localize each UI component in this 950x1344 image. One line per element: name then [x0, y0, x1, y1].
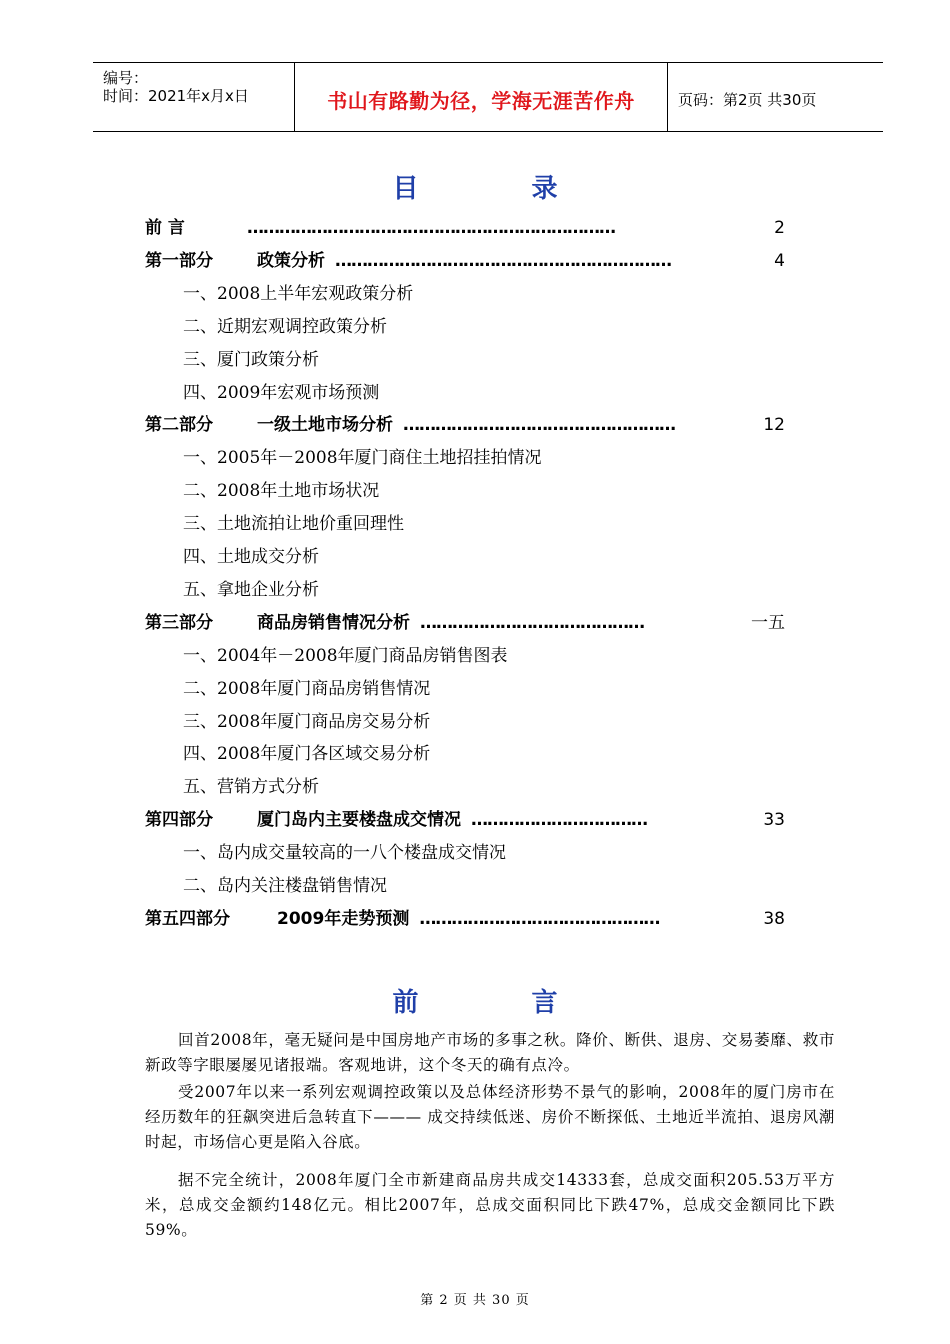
toc-subentry[interactable]: [183, 446, 823, 470]
toc-subentry[interactable]: [183, 282, 823, 306]
toc-part-title: 厦门岛内主要楼盘成交情况: [257, 810, 461, 830]
toc-subentry[interactable]: [183, 841, 823, 865]
toc-leader-dots: ………………………………………: [419, 909, 660, 929]
header-page-cell: [668, 63, 883, 131]
toc-part-entry[interactable]: [145, 808, 785, 832]
document-time-label: 时间：2021年x月x日: [103, 87, 249, 105]
toc-subentry[interactable]: [183, 381, 823, 405]
toc-subentry-label: 二、2008年厦门商品房销售情况: [183, 679, 431, 699]
toc-subentry[interactable]: [183, 315, 823, 339]
document-number-label: 编号：: [103, 69, 149, 87]
toc-part-label: 第四部分: [145, 810, 213, 830]
toc-part-entry[interactable]: [145, 611, 785, 635]
toc-subentry[interactable]: [183, 742, 823, 766]
toc-part-label: 第二部分: [145, 415, 213, 435]
toc-subentry-label: 四、土地成交分析: [183, 547, 319, 567]
toc-leader-dots: ………………………………………………………: [335, 251, 671, 271]
toc-subentry[interactable]: [183, 545, 823, 569]
preface-title: 前 言: [392, 988, 610, 1018]
header-info-cell: [93, 63, 295, 131]
toc-subentry-label: 一、2004年－2008年厦门商品房销售图表: [183, 646, 508, 666]
toc-leader-dots: ……………………………………: [420, 613, 644, 633]
toc-part-title: 政策分析: [257, 251, 325, 271]
toc-subentry-label: 三、土地流拍让地价重回理性: [183, 514, 404, 534]
toc-subentry-label: 四、2009年宏观市场预测: [183, 383, 380, 403]
toc-subentry-label: 一、2005年－2008年厦门商住土地招挂拍情况: [183, 448, 542, 468]
page-footer: 第 2 页 共 30 页: [420, 1293, 530, 1308]
preface-paragraph-1: 回首2008年，毫无疑问是中国房地产市场的多事之秋。降价、断供、退房、交易萎靡、救市新政等字眼屡屡见诸报端。客观地讲，这个冬天的确有点冷。: [145, 1031, 835, 1074]
toc-subentry-label: 三、2008年厦门商品房交易分析: [183, 712, 431, 732]
header-motto: 书山有路勤为径，学海无涯苦作舟: [327, 89, 635, 113]
toc-part-entry[interactable]: [145, 907, 785, 931]
toc-part-entry[interactable]: [145, 249, 785, 273]
toc-leader-dots: ……………………………………………………………: [247, 218, 615, 238]
toc-part-entry[interactable]: [145, 413, 785, 437]
toc-subentry-label: 五、拿地企业分析: [183, 580, 319, 600]
header-motto-cell: [295, 63, 668, 131]
toc-page-number: 33: [763, 810, 785, 830]
toc-part-title: 商品房销售情况分析: [257, 613, 410, 633]
toc-subentry[interactable]: [183, 479, 823, 503]
toc-subentry-label: 二、近期宏观调控政策分析: [183, 317, 387, 337]
toc-page-number: 4: [774, 251, 785, 271]
preface-paragraph-2: 受2007年以来一系列宏观调控政策以及总体经济形势不景气的影响，2008年的厦门房市在经历数年的狂飙突进后急转直下——— 成交持续低迷、房价不断探低、土地近半流拍、退房风潮时起，市场信心更是陷入谷底。: [145, 1083, 835, 1151]
toc-part-title: 2009年走势预测: [277, 909, 410, 929]
toc-page-number: 12: [763, 415, 785, 435]
toc-subentry-label: 三、厦门政策分析: [183, 350, 319, 370]
toc-subentry-label: 一、岛内成交量较高的一八个楼盘成交情况: [183, 843, 506, 863]
toc-subentry[interactable]: [183, 710, 823, 734]
toc-subentry-label: 二、2008年土地市场状况: [183, 481, 380, 501]
toc-title: 目 录: [392, 174, 610, 204]
toc-page-number: 一五: [751, 613, 785, 633]
toc-subentry-label: 一、2008上半年宏观政策分析: [183, 284, 414, 304]
toc-part-label: 第三部分: [145, 613, 213, 633]
toc-leader-dots: ……………………………………………: [403, 415, 675, 435]
toc-part-title: 一级土地市场分析: [257, 415, 393, 435]
toc-subentry[interactable]: [183, 348, 823, 372]
toc-subentry[interactable]: [183, 644, 823, 668]
toc-subentry[interactable]: [183, 874, 823, 898]
toc-subentry[interactable]: [183, 775, 823, 799]
toc-part-entry[interactable]: [145, 216, 785, 240]
page-header: [93, 62, 883, 132]
toc-part-label: 前 言: [145, 218, 185, 238]
toc-part-label: 第五四部分: [145, 909, 230, 929]
toc-subentry-label: 四、2008年厦门各区域交易分析: [183, 744, 431, 764]
toc-part-label: 第一部分: [145, 251, 213, 271]
header-page-info: 页码：第2页 共30页: [678, 91, 817, 109]
toc-page-number: 2: [774, 218, 785, 238]
toc-subentry-label: 二、岛内关注楼盘销售情况: [183, 876, 387, 896]
toc-page-number: 38: [763, 909, 785, 929]
toc-subentry[interactable]: [183, 512, 823, 536]
toc-subentry[interactable]: [183, 677, 823, 701]
preface-paragraph-3: 据不完全统计，2008年厦门全市新建商品房共成交14333套，总成交面积205.53万平方米，总成交金额约148亿元。相比2007年，总成交面积同比下跌47%，总成交金额同比下跌59%。: [145, 1171, 835, 1239]
toc-subentry-label: 五、营销方式分析: [183, 777, 319, 797]
toc-leader-dots: ……………………………: [471, 810, 647, 830]
toc-subentry[interactable]: [183, 578, 823, 602]
